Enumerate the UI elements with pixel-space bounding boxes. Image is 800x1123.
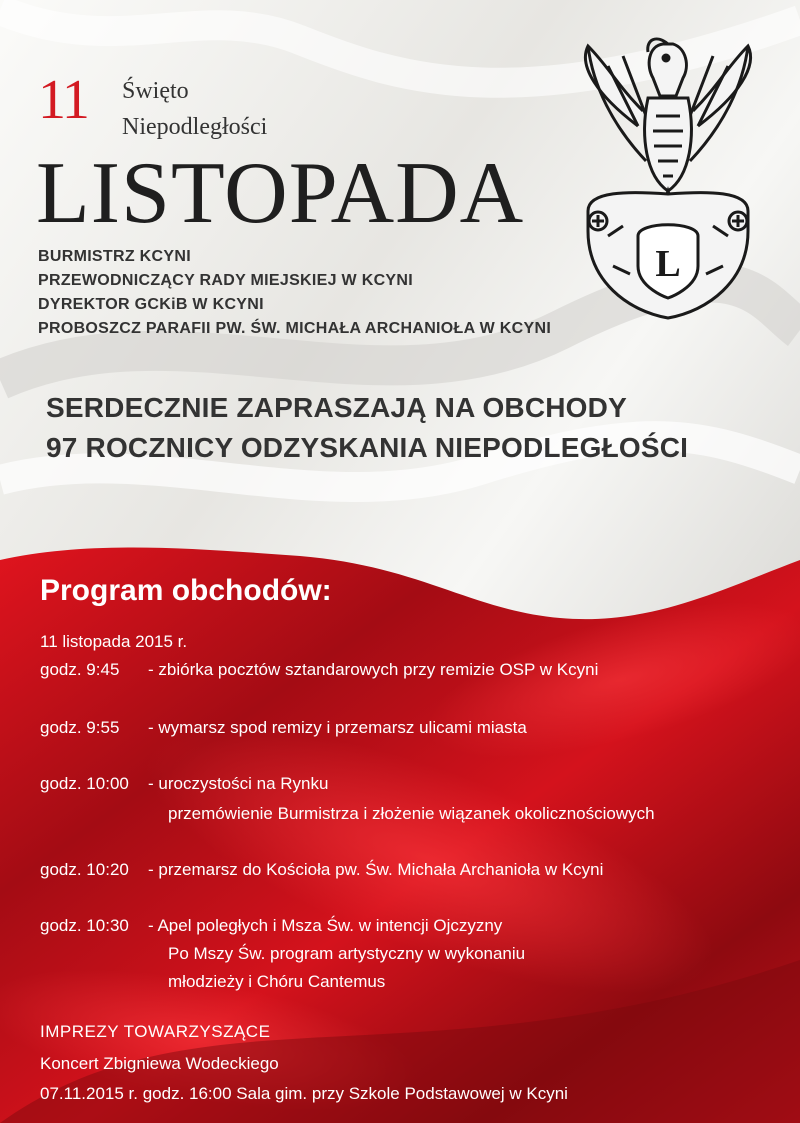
program-item-time: godz. 10:20 xyxy=(40,860,129,879)
program-item-extra: przemówienie Burmistrza i złożenie wiązanek okolicznościowych xyxy=(168,804,655,823)
program-item-time: godz. 9:45 xyxy=(40,660,120,679)
program-title: Program obchodów: xyxy=(40,574,332,607)
holiday-word-swieto: Święto xyxy=(122,78,189,104)
eagle-emblem-icon xyxy=(568,26,768,326)
program-item-time: godz. 9:55 xyxy=(40,718,120,737)
program-item-extra: Po Mszy Św. program artystyczny w wykonaniu xyxy=(168,944,526,963)
month-title: LISTOPADA xyxy=(36,145,525,242)
program-item-desc: - wymarsz spod remizy i przemarsz ulicami miasta xyxy=(148,718,527,737)
program-item xyxy=(40,860,603,880)
svg-text:L: L xyxy=(655,243,681,285)
program-item-desc: - przemarsz do Kościoła pw. Św. Michała Archanioła w Kcyni xyxy=(148,860,604,879)
invitation-line-1: SERDECZNIE ZAPRASZAJĄ NA OBCHODY xyxy=(46,392,627,423)
holiday-word-niepodleglosci: Niepodległości xyxy=(122,114,268,140)
program-item-time: godz. 10:00 xyxy=(40,774,129,793)
program-date: 11 listopada 2015 r. xyxy=(40,632,188,651)
program-item xyxy=(40,916,502,936)
program-item-desc: - uroczystości na Rynku xyxy=(148,774,329,793)
program-item xyxy=(40,774,328,794)
program-item-time: godz. 10:30 xyxy=(40,916,129,935)
organizer-line: DYREKTOR GCKiB W KCYNI xyxy=(38,296,264,313)
program-item-extra: młodzieży i Chóru Cantemus xyxy=(168,972,386,991)
organizer-line: PRZEWODNICZĄCY RADY MIEJSKIEJ W KCYNI xyxy=(38,272,413,289)
accompanying-details: 07.11.2015 r. godz. 16:00 Sala gim. przy Szkole Podstawowej w Kcyni xyxy=(40,1084,568,1103)
program-item xyxy=(40,660,598,680)
organizer-line: PROBOSZCZ PARAFII PW. ŚW. MICHAŁA ARCHANIOŁA W KCYNI xyxy=(38,320,552,337)
accompanying-event: Koncert Zbigniewa Wodeckiego xyxy=(40,1054,279,1073)
program-item-desc: - zbiórka pocztów sztandarowych przy remizie OSP w Kcyni xyxy=(148,660,599,679)
day-number: 11 xyxy=(38,69,88,131)
invitation-line-2: 97 ROCZNICY ODZYSKANIA NIEPODLEGŁOŚCI xyxy=(46,432,689,463)
program-item-desc: - Apel poległych i Msza Św. w intencji Ojczyzny xyxy=(148,916,503,935)
program-item xyxy=(40,718,527,738)
accompanying-heading: IMPREZY TOWARZYSZĄCE xyxy=(40,1022,271,1041)
organizer-line: BURMISTRZ KCYNI xyxy=(38,248,191,265)
